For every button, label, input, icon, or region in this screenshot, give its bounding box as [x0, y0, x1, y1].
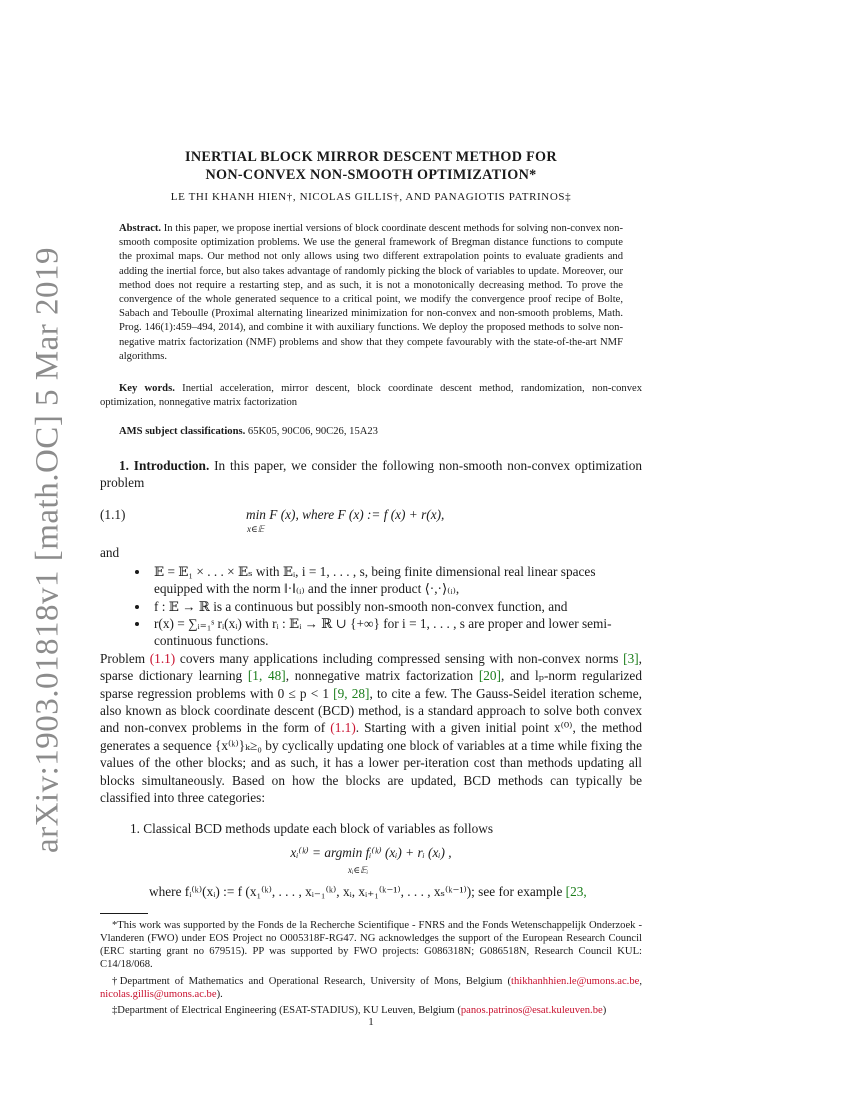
keywords-label: Key words. — [119, 383, 175, 395]
text-run: Problem — [100, 650, 150, 666]
equation-subscript: x∈𝔼 — [247, 523, 265, 534]
email-link[interactable]: thikhanhhien.le@umons.ac.be — [511, 975, 640, 987]
text-run: . Starting with a given initial point x⁽⁰⁾, the method generates a sequence {x⁽ᵏ⁾}ₖ≥₀ by cyclically updating one block of variables at a time while fixing the values of the other blocks; and as such, it has a lower per-iteration cost than methods updating all blocks simultaneously. Based on how the blocks are updated, BCD methods can typically be classified into three categories: — [100, 720, 642, 806]
title-line-1: INERTIAL BLOCK MIRROR DESCENT METHOD FOR — [185, 149, 557, 165]
where-text: where fᵢ⁽ᵏ⁾(xᵢ) := f (x₁⁽ᵏ⁾, . . . , xᵢ₋₁⁽ᵏ⁾, xᵢ, xᵢ₊₁⁽ᵏ⁻¹⁾, . . . , xₛ⁽ᵏ⁻¹⁾); see for example — [149, 884, 566, 900]
paper-page — [100, 148, 643, 1028]
text-run: ). — [216, 989, 223, 1001]
footnote-affiliation-1 — [100, 975, 642, 1002]
title-line-2: NON-CONVEX NON-SMOOTH OPTIMIZATION* — [205, 167, 537, 183]
text-run: covers many applications including compressed sensing with non-convex norms — [175, 650, 624, 666]
text-run: , — [639, 975, 642, 987]
assumption-list — [100, 563, 642, 650]
body-paragraph — [100, 650, 642, 807]
text-run: , nonnegative matrix factorization — [285, 668, 479, 684]
list-item: • 𝔼 = 𝔼₁ × . . . × 𝔼ₛ with 𝔼ᵢ, i = 1, . . . , s, being finite dimensional real linear spaces equipped with the norm ‖·‖₍ᵢ₎ and the inner product ⟨·,·⟩₍ᵢ₎, — [150, 563, 642, 598]
abstract — [100, 222, 642, 364]
equation-number: (1.1) — [100, 506, 126, 522]
abstract-label: Abstract. — [119, 223, 162, 234]
intro-paragraph — [100, 457, 642, 492]
intro-text: In this paper, we consider the following non-smooth non-convex optimization problem — [100, 457, 642, 491]
argmin-subscript: xᵢ∈𝔼ᵢ — [348, 865, 369, 876]
text-run: ‡Department of Electrical Engineering (ESAT-STADIUS), KU Leuven, Belgium ( — [112, 1005, 461, 1017]
ams-label: AMS subject classifications. — [119, 426, 246, 438]
list-item: • f : 𝔼 → ℝ is a continuous but possibly non-smooth non-convex function, and — [150, 598, 642, 615]
and-word: and — [100, 544, 120, 560]
text-run: , to cite a few. The Gauss-Seidel iteration scheme, also known as block coordinate descent (BCD) method, is a standard approach to solve both convex and non-convex problems in the form of — [100, 685, 642, 736]
arxiv-sidebar-stamp: arXiv:1903.01818v1 [math.OC] 5 Mar 2019 — [29, 246, 66, 854]
equation-ref-link[interactable]: (1.1) — [330, 720, 356, 736]
text-run: †Department of Mathematics and Operational Research, University of Mons, Belgium ( — [112, 975, 512, 987]
citation-link[interactable]: [3] — [623, 650, 639, 666]
citation-link[interactable]: [23, — [565, 884, 587, 900]
paper-title — [100, 148, 642, 184]
citation-link[interactable]: [1, 48] — [247, 668, 286, 684]
abstract-text: In this paper, we propose inertial versions of block coordinate descent methods for solving non-convex non-smooth composite optimization problems. We use the general framework of Bregman distance functions to compute the proximal maps. Our method not only allows using two different extrapolation points to evaluate gradients and adding the inertial force, but also takes advantage of randomly picking the block of variables to update. Moreover, our method does not require a restarting step, and as such, it is not a monotonically decreasing method. To prove the convergence of the whole generated sequence to a critical point, we modify the convergence proof recipe of Bolte, Sabach and Teboulle (Proximal alternating linearized minimization for non-convex and non-smooth problems, Math. Prog. 146(1):459–494, 2014), and combine it with auxiliary functions. We deploy the proposed methods to solve non-negative matrix factorization (NMF) problems and show that they compete favourably with the state-of-the-art NMF algorithms. — [119, 223, 623, 362]
text-run: , sparse dictionary learning — [100, 650, 642, 684]
email-link[interactable]: nicolas.gillis@umons.ac.be — [100, 989, 217, 1001]
citation-link[interactable]: [20] — [478, 668, 501, 684]
ams-classifications — [100, 425, 642, 439]
citation-link[interactable]: [9, 28] — [333, 685, 370, 701]
numbered-item-1: 1. Classical BCD methods update each block of variables as follows — [130, 820, 493, 836]
text-run: ) — [602, 1005, 607, 1017]
equation-1-1 — [100, 505, 642, 539]
keywords-text: Inertial acceleration, mirror descent, block coordinate descent method, randomization, non-convex optimization, nonnegative matrix factorization — [100, 383, 643, 409]
ams-text: 65K05, 90C06, 90C26, 15A23 — [247, 426, 378, 438]
keywords — [100, 382, 642, 410]
equation-ref-link[interactable]: (1.1) — [149, 650, 176, 666]
footnote-funding: *This work was supported by the Fonds de la Recherche Scientifique - FNRS and the Fonds Wetenschappelijk Onderzoek - Vlanderen (FWO) under EOS Project no O005318F-RG47. NG acknowledges the support of the European Research Council (ERC starting grant no 679515). PP was supported by FWO projects: G086318N; G086518N, Research Council KUL: C14/18/068. — [100, 919, 642, 971]
equation-body: min F (x), where F (x) := f (x) + r(x), — [246, 506, 445, 522]
footnotes — [100, 919, 642, 1018]
argmin-equation — [100, 845, 642, 879]
argmin-body: xᵢ⁽ᵏ⁾ = argmin fᵢ⁽ᵏ⁾ (xᵢ) + rᵢ (xᵢ) , — [290, 845, 452, 861]
footnote-divider — [100, 913, 148, 914]
text-run: , and lₚ-norm regularized sparse regression problems with 0 ≤ p < 1 — [100, 668, 642, 701]
section-heading: 1. Introduction. — [119, 457, 210, 473]
page-number: 1 — [368, 1016, 374, 1028]
list-item: • r(x) = ∑ᵢ₌₁ˢ rᵢ(xᵢ) with rᵢ : 𝔼ᵢ → ℝ ∪ {+∞} for i = 1, . . . , s are proper and lower semi-continuous functions. — [150, 615, 642, 650]
where-line — [100, 883, 642, 900]
email-link[interactable]: panos.patrinos@esat.kuleuven.be — [460, 1005, 603, 1017]
author-list: LE THI KHANH HIEN†, NICOLAS GILLIS†, AND PANAGIOTIS PATRINOS‡ — [170, 191, 572, 203]
